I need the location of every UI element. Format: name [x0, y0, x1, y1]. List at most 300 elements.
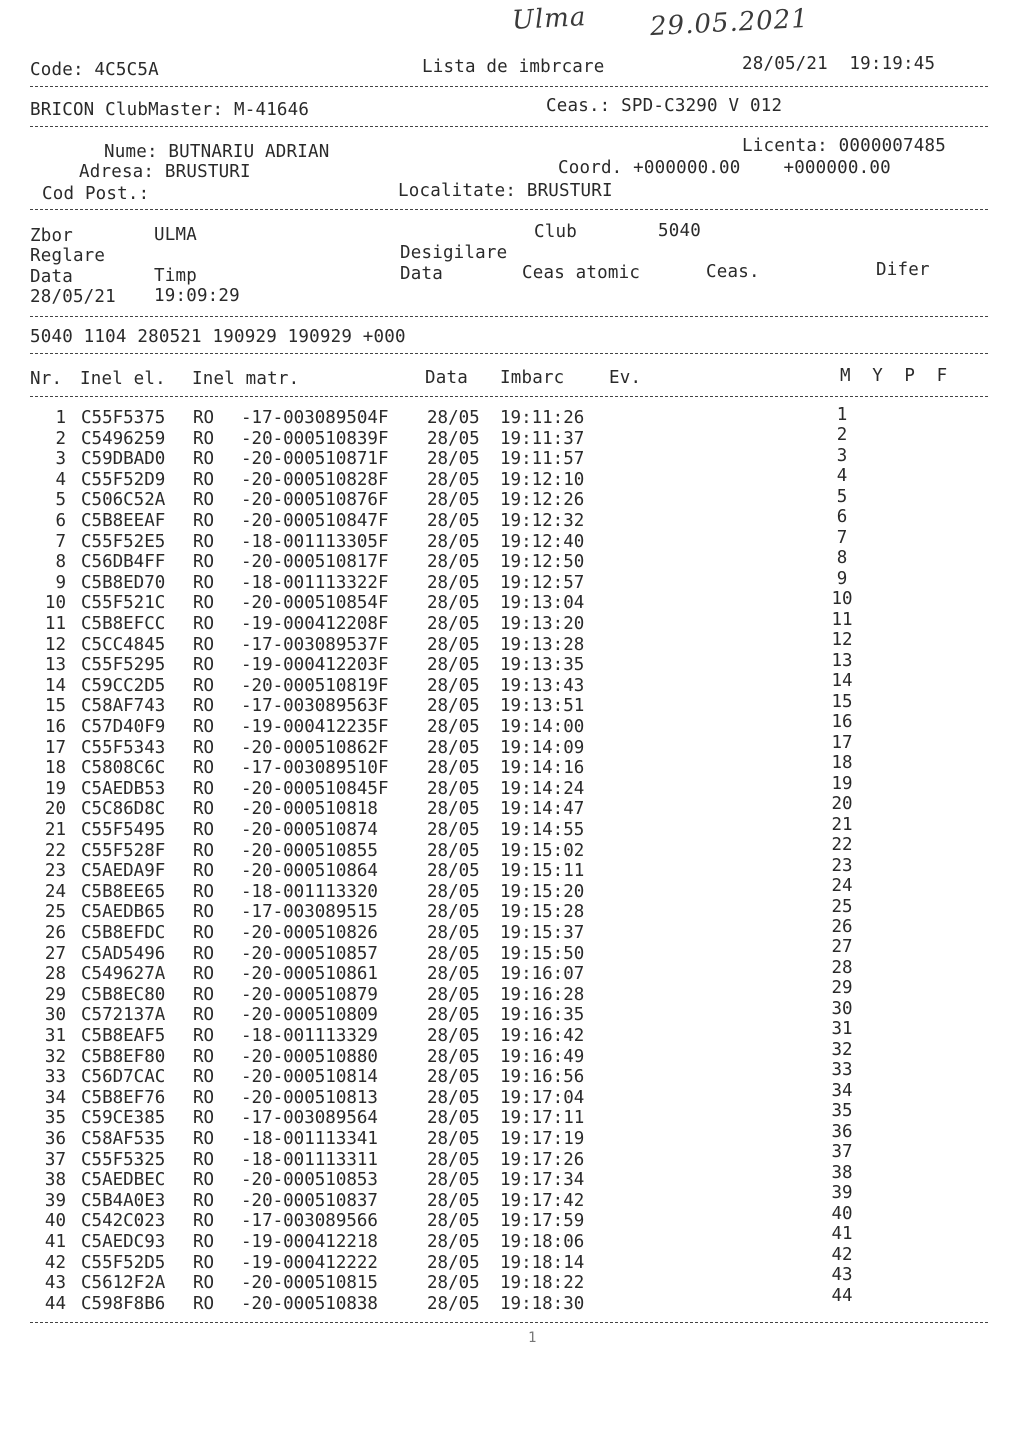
cell-country: RO	[193, 511, 215, 531]
cell-imbarc: 19:17:26	[500, 1149, 585, 1170]
cell-inel-matr: -20-000510862F	[241, 737, 389, 758]
cell-inel-el: C5AEDC93	[81, 1232, 166, 1252]
cell-nr: 15	[44, 696, 66, 717]
cell-data: 28/05	[427, 778, 480, 799]
table-row	[0, 486, 1024, 511]
cell-inel-el: C56D7CAC	[81, 1067, 166, 1088]
cell-data: 28/05	[427, 1232, 480, 1252]
cell-nr: 1	[55, 408, 66, 428]
cell-data: 28/05	[427, 943, 480, 964]
table-row	[0, 650, 1024, 676]
cell-imbarc: 19:13:43	[500, 675, 585, 696]
cell-inel-el: C5B8EEAF	[81, 511, 166, 531]
owner-name: Nume: BUTNARIU ADRIAN	[104, 142, 330, 162]
locality: Localitate: BRUSTURI	[398, 181, 613, 201]
cell-nr: 7	[55, 531, 66, 552]
cell-imbarc: 19:13:04	[500, 593, 585, 614]
table-row	[0, 1019, 1024, 1046]
cell-country: RO	[193, 799, 215, 820]
cell-inel-el: C56DB4FF	[81, 552, 166, 573]
table-row	[0, 568, 1024, 593]
cell-imbarc: 19:12:40	[500, 531, 585, 552]
cell-inel-matr: -19-000412222	[241, 1252, 378, 1273]
table-row	[0, 466, 1024, 490]
cell-inel-el: C542C023	[81, 1211, 166, 1232]
cell-nr: 16	[44, 717, 66, 737]
reglare-date: 28/05/21	[30, 287, 116, 307]
cell-imbarc: 19:16:56	[500, 1067, 585, 1088]
table-row	[0, 957, 1024, 985]
cell-inel-matr: -18-001113329	[241, 1026, 378, 1046]
cell-country: RO	[193, 449, 215, 470]
cell-m: 22	[831, 835, 853, 856]
cell-data: 28/05	[427, 1046, 480, 1067]
cell-m: 14	[831, 671, 853, 692]
cell-data: 28/05	[427, 881, 480, 902]
cell-imbarc: 19:17:34	[500, 1170, 585, 1191]
cell-inel-el: C55F5325	[81, 1149, 166, 1170]
cell-imbarc: 19:17:04	[500, 1087, 585, 1108]
cell-inel-el: C598F8B6	[81, 1293, 166, 1314]
cell-country: RO	[193, 655, 215, 676]
cell-inel-el: C5808C6C	[81, 758, 166, 779]
cell-country: RO	[193, 1170, 215, 1191]
cell-country: RO	[193, 1149, 215, 1170]
table-row	[0, 937, 1024, 964]
cell-inel-el: C55F52D5	[81, 1252, 166, 1273]
divider	[30, 396, 988, 397]
cell-inel-el: C5B8ED70	[81, 572, 166, 593]
cell-inel-el: C55F5295	[81, 655, 166, 676]
cell-nr: 30	[44, 1005, 66, 1026]
divider	[30, 1322, 988, 1323]
cell-data: 28/05	[427, 758, 480, 779]
flight-label: Zbor	[30, 226, 73, 246]
cell-country: RO	[193, 1232, 215, 1252]
cell-inel-el: C5AEDBEC	[81, 1170, 166, 1191]
cell-data: 28/05	[427, 984, 480, 1005]
cell-m: 4	[836, 466, 848, 487]
cell-inel-matr: -17-003089564	[241, 1108, 378, 1129]
cell-inel-el: C5B8EF80	[81, 1046, 166, 1067]
cell-imbarc: 19:15:28	[500, 902, 585, 923]
code-label: Code: 4C5C5A	[30, 60, 159, 80]
cell-country: RO	[193, 614, 215, 634]
cell-inel-matr: -18-001113305F	[241, 531, 389, 552]
cell-nr: 35	[44, 1108, 66, 1129]
cell-imbarc: 19:17:11	[500, 1108, 585, 1129]
cell-inel-matr: -20-000510838	[241, 1293, 378, 1314]
cell-country: RO	[193, 840, 215, 861]
cell-data: 28/05	[427, 1129, 480, 1149]
cell-inel-matr: -18-001113320	[241, 881, 378, 902]
cell-country: RO	[193, 634, 215, 655]
cell-imbarc: 19:15:20	[500, 881, 585, 902]
cell-data: 28/05	[427, 1293, 480, 1314]
cell-m: 7	[836, 527, 848, 548]
cell-m: 42	[831, 1244, 853, 1265]
cell-inel-matr: -19-000412203F	[241, 655, 389, 676]
clock-info: Ceas.: SPD-C3290 V 012	[546, 96, 783, 116]
table-row	[0, 1142, 1024, 1170]
cell-country: RO	[193, 717, 215, 737]
cell-nr: 14	[44, 675, 66, 696]
table-row	[0, 425, 1024, 449]
cell-inel-el: C506C52A	[81, 490, 166, 511]
cell-imbarc: 19:16:42	[500, 1026, 585, 1046]
owner-address: Adresa: BRUSTURI	[79, 162, 251, 182]
cell-data: 28/05	[427, 449, 480, 470]
table-row	[0, 1183, 1024, 1211]
cell-country: RO	[193, 1108, 215, 1129]
cell-inel-matr: -20-000510855	[241, 840, 378, 861]
table-row	[0, 445, 1024, 470]
cell-nr: 31	[44, 1026, 66, 1046]
cell-inel-el: C5B8EAF5	[81, 1026, 166, 1046]
cell-data: 28/05	[427, 923, 480, 943]
cell-country: RO	[193, 1005, 215, 1026]
cell-m: 3	[836, 445, 848, 466]
cell-m: 15	[831, 691, 853, 712]
cell-nr: 40	[44, 1211, 66, 1232]
cell-country: RO	[193, 902, 215, 923]
cell-imbarc: 19:11:57	[500, 449, 585, 470]
cell-inel-matr: -18-001113341	[241, 1129, 378, 1149]
cell-inel-el: C5B8EC80	[81, 984, 166, 1005]
divider	[30, 316, 988, 317]
cell-inel-matr: -20-000510819F	[241, 675, 389, 696]
cell-country: RO	[193, 778, 215, 799]
cell-m: 44	[831, 1285, 853, 1306]
cell-data: 28/05	[427, 593, 480, 614]
table-row	[0, 527, 1024, 552]
cell-nr: 26	[44, 923, 66, 943]
cell-m: 41	[831, 1224, 853, 1245]
cell-nr: 22	[44, 840, 66, 861]
cell-imbarc: 19:11:37	[500, 428, 585, 449]
cell-data: 28/05	[427, 408, 480, 428]
cell-inel-el: C55F52D9	[81, 469, 166, 490]
divider	[30, 209, 988, 210]
timp-label: Timp	[154, 266, 197, 286]
cell-m: 25	[831, 896, 853, 917]
cell-nr: 41	[44, 1232, 66, 1252]
cell-data: 28/05	[427, 861, 480, 882]
cell-inel-matr: -20-000510853	[241, 1170, 378, 1191]
cell-country: RO	[193, 923, 215, 943]
cell-nr: 12	[44, 634, 66, 655]
cell-m: 5	[836, 486, 848, 507]
cell-nr: 43	[44, 1273, 66, 1294]
cell-nr: 27	[44, 943, 66, 964]
cell-nr: 23	[44, 861, 66, 882]
table-row	[0, 1080, 1024, 1108]
cell-imbarc: 19:16:35	[500, 1005, 585, 1026]
table-row	[0, 1121, 1024, 1149]
cell-inel-matr: -20-000510815	[241, 1273, 378, 1294]
table-row	[0, 1265, 1024, 1294]
cell-nr: 20	[44, 799, 66, 820]
cell-country: RO	[193, 531, 215, 552]
cell-data: 28/05	[427, 1067, 480, 1088]
cell-inel-matr: -20-000510809	[241, 1005, 378, 1026]
cell-m: 26	[831, 917, 853, 937]
cell-country: RO	[193, 1129, 215, 1149]
club-value: 5040	[658, 221, 701, 241]
cell-country: RO	[193, 696, 215, 717]
table-row	[0, 814, 1024, 840]
cell-data: 28/05	[427, 1252, 480, 1273]
cell-inel-el: C5AEDB53	[81, 778, 166, 799]
cell-imbarc: 19:15:50	[500, 943, 585, 964]
cell-inel-matr: -20-000510874	[241, 820, 378, 840]
col-inel-el: Inel el.	[80, 369, 166, 389]
table-row	[0, 896, 1024, 923]
cell-imbarc: 19:16:49	[500, 1046, 585, 1067]
cell-inel-el: C5AEDA9F	[81, 861, 166, 882]
cell-m: 8	[836, 548, 848, 569]
col-inel-matr: Inel matr.	[192, 369, 300, 389]
cell-m: 39	[831, 1183, 853, 1204]
cell-inel-matr: -20-000510817F	[241, 552, 389, 573]
cell-country: RO	[193, 737, 215, 758]
cell-nr: 5	[55, 490, 66, 511]
cell-imbarc: 19:14:55	[500, 820, 585, 840]
reglare-time: 19:09:29	[154, 286, 240, 306]
cell-nr: 39	[44, 1190, 66, 1211]
cell-data: 28/05	[427, 902, 480, 923]
cell-data: 28/05	[427, 1273, 480, 1294]
cell-inel-matr: -20-000510854F	[241, 593, 389, 614]
cell-inel-matr: -20-000510871F	[241, 449, 389, 470]
cell-m: 31	[831, 1019, 853, 1040]
cell-inel-matr: -20-000510828F	[241, 469, 389, 490]
table-row	[0, 630, 1024, 655]
cell-inel-matr: -17-003089566	[241, 1211, 378, 1232]
cell-m: 2	[836, 425, 848, 446]
coordinates: Coord. +000000.00 +000000.00	[558, 158, 891, 178]
cell-inel-el: C55F52E5	[81, 531, 166, 552]
cell-country: RO	[193, 964, 215, 985]
cell-inel-el: C55F5375	[81, 408, 166, 428]
cell-imbarc: 19:14:24	[500, 778, 585, 799]
data2-label: Data	[400, 264, 443, 284]
table-row	[0, 835, 1024, 861]
club-label: Club	[534, 222, 577, 242]
table-row	[0, 405, 1024, 428]
table-row	[0, 1060, 1024, 1088]
cell-inel-el: C5612F2A	[81, 1273, 166, 1294]
cell-m: 9	[836, 568, 848, 589]
cell-nr: 38	[44, 1170, 66, 1191]
cell-data: 28/05	[427, 1211, 480, 1232]
cell-imbarc: 19:16:28	[500, 984, 585, 1005]
handwritten-date: 29.05.2021	[649, 3, 810, 43]
cell-nr: 25	[44, 902, 66, 923]
cell-nr: 42	[44, 1252, 66, 1273]
cell-nr: 17	[44, 737, 66, 758]
cell-data: 28/05	[427, 799, 480, 820]
cell-country: RO	[193, 1293, 215, 1314]
cell-m: 1	[836, 405, 848, 425]
cell-country: RO	[193, 1190, 215, 1211]
cell-inel-matr: -18-001113311	[241, 1149, 378, 1170]
cell-country: RO	[193, 943, 215, 964]
cell-data: 28/05	[427, 572, 480, 593]
cell-inel-matr: -20-000510857	[241, 943, 378, 964]
cell-nr: 28	[44, 964, 66, 985]
cell-inel-el: C58AF535	[81, 1129, 166, 1149]
cell-m: 6	[836, 507, 848, 528]
cell-country: RO	[193, 1046, 215, 1067]
cell-m: 29	[831, 978, 853, 999]
cell-m: 23	[831, 855, 853, 876]
cell-m: 16	[831, 712, 853, 733]
cell-inel-el: C55F5495	[81, 820, 166, 840]
cell-inel-el: C5AEDB65	[81, 902, 166, 923]
cell-m: 43	[831, 1265, 853, 1286]
cell-data: 28/05	[427, 820, 480, 840]
difer-label: Difer	[876, 260, 930, 280]
cell-data: 28/05	[427, 696, 480, 717]
table-row	[0, 589, 1024, 614]
cell-m: 13	[831, 650, 853, 671]
license-number: Licenta: 0000007485	[742, 136, 946, 156]
cell-m: 12	[831, 630, 853, 651]
col-data: Data	[425, 368, 468, 388]
cell-country: RO	[193, 984, 215, 1005]
table-row	[0, 671, 1024, 696]
cell-data: 28/05	[427, 1190, 480, 1211]
cell-data: 28/05	[427, 1026, 480, 1046]
cell-country: RO	[193, 552, 215, 573]
cell-country: RO	[193, 820, 215, 840]
table-row	[0, 978, 1024, 1005]
cell-nr: 11	[44, 614, 66, 634]
cell-country: RO	[193, 1252, 215, 1273]
cell-m: 35	[831, 1101, 853, 1122]
cell-nr: 29	[44, 984, 66, 1005]
cell-nr: 33	[44, 1067, 66, 1088]
cell-country: RO	[193, 1273, 215, 1294]
cell-inel-matr: -20-000510879	[241, 984, 378, 1005]
col-nr: Nr.	[30, 369, 63, 389]
cell-inel-matr: -20-000510818	[241, 799, 378, 820]
clock-code-line: 5040 1104 280521 190929 190929 +000	[30, 327, 406, 347]
cell-inel-el: C55F521C	[81, 593, 166, 614]
cell-m: 37	[831, 1142, 853, 1163]
reglare-label: Reglare	[30, 246, 106, 266]
cell-nr: 6	[55, 511, 66, 531]
desigilare-label: Desigilare	[400, 243, 508, 263]
flight-value: ULMA	[154, 225, 197, 245]
cell-inel-matr: -19-000412218	[241, 1232, 378, 1252]
cell-inel-el: C5B8EF76	[81, 1087, 166, 1108]
cell-inel-matr: -17-003089515	[241, 902, 378, 923]
cell-inel-matr: -19-000412208F	[241, 614, 389, 634]
cell-m: 21	[831, 814, 853, 835]
cell-country: RO	[193, 1087, 215, 1108]
table-row	[0, 773, 1024, 799]
cell-imbarc: 19:12:50	[500, 552, 585, 573]
divider	[30, 353, 988, 354]
col-ev: Ev.	[609, 368, 642, 388]
cell-nr: 32	[44, 1046, 66, 1067]
cell-data: 28/05	[427, 1108, 480, 1129]
cell-data: 28/05	[427, 490, 480, 511]
ceas-label: Ceas.	[706, 262, 760, 282]
cell-imbarc: 19:14:09	[500, 737, 585, 758]
table-row	[0, 1039, 1024, 1067]
cell-inel-el: C572137A	[81, 1005, 166, 1026]
cell-m: 18	[831, 753, 853, 774]
cell-imbarc: 19:15:11	[500, 861, 585, 882]
cell-inel-matr: -17-003089504F	[241, 408, 389, 428]
cell-imbarc: 19:13:35	[500, 655, 585, 676]
cell-imbarc: 19:18:06	[500, 1232, 585, 1252]
cell-data: 28/05	[427, 1087, 480, 1108]
cell-inel-el: C59CE385	[81, 1108, 166, 1129]
cell-inel-el: C5B4A0E3	[81, 1190, 166, 1211]
print-datetime: 28/05/21 19:19:45	[742, 54, 936, 74]
cell-country: RO	[193, 408, 215, 428]
cell-inel-matr: -20-000510837	[241, 1190, 378, 1211]
cell-inel-el: C55F5343	[81, 737, 166, 758]
cell-data: 28/05	[427, 737, 480, 758]
table-row	[0, 1203, 1024, 1232]
cell-nr: 2	[55, 428, 66, 449]
cell-inel-matr: -18-001113322F	[241, 572, 389, 593]
table-row	[0, 712, 1024, 737]
table-row	[0, 855, 1024, 882]
cell-m: 17	[831, 732, 853, 753]
cell-data: 28/05	[427, 531, 480, 552]
page-number: 1	[528, 1330, 537, 1346]
cell-inel-el: C549627A	[81, 964, 166, 985]
table-row	[0, 794, 1024, 820]
cell-imbarc: 19:13:51	[500, 696, 585, 717]
cell-inel-el: C5B8EFCC	[81, 614, 166, 634]
document-title: Lista de imbrcare	[422, 57, 605, 77]
table-row	[0, 732, 1024, 758]
cell-imbarc: 19:12:10	[500, 469, 585, 490]
cell-m: 10	[831, 589, 853, 610]
cell-data: 28/05	[427, 1005, 480, 1026]
cell-imbarc: 19:17:19	[500, 1129, 585, 1149]
cell-nr: 8	[55, 552, 66, 573]
cell-imbarc: 19:15:02	[500, 840, 585, 861]
cell-imbarc: 19:12:32	[500, 511, 585, 531]
cell-m: 40	[831, 1203, 853, 1224]
table-row	[0, 691, 1024, 717]
cell-imbarc: 19:18:22	[500, 1273, 585, 1294]
cell-inel-matr: -19-000412235F	[241, 717, 389, 737]
cell-data: 28/05	[427, 840, 480, 861]
cell-imbarc: 19:18:30	[500, 1293, 585, 1314]
cell-inel-matr: -20-000510876F	[241, 490, 389, 511]
cell-inel-matr: -20-000510813	[241, 1087, 378, 1108]
cell-inel-el: C5C86D8C	[81, 799, 166, 820]
cell-imbarc: 19:16:07	[500, 964, 585, 985]
cell-m: 19	[831, 773, 853, 794]
cell-inel-el: C58AF743	[81, 696, 166, 717]
handwritten-place: Ulma	[511, 2, 588, 36]
cell-inel-el: C59DBAD0	[81, 449, 166, 470]
cell-data: 28/05	[427, 1149, 480, 1170]
system-name: BRICON ClubMaster: M-41646	[30, 100, 310, 120]
cell-imbarc: 19:12:26	[500, 490, 585, 511]
cell-m: 38	[831, 1162, 853, 1183]
